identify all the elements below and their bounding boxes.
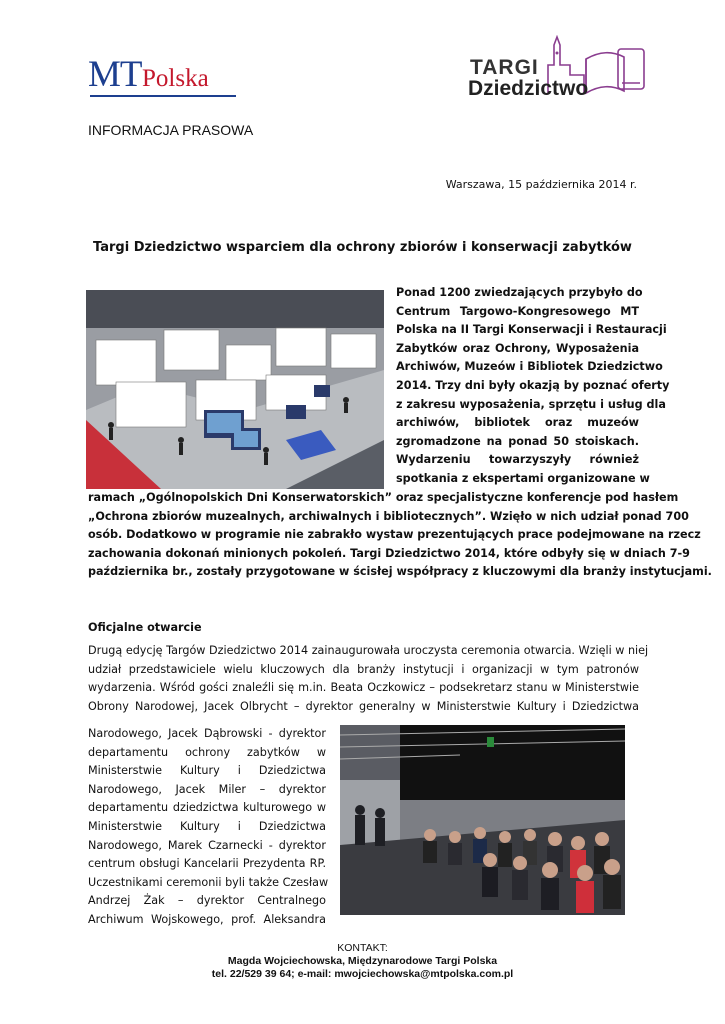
body-line: udział przedstawiciele wielu kluczowych dla branży instytucji i organizacji w tym patronów: [88, 662, 639, 676]
footer-contact-details: tel. 22/529 39 64; e-mail: mwojciechowska@mtpolska.com.pl: [211, 968, 514, 980]
mt-logo-underline: [90, 95, 236, 97]
mt-logo-suffix: Polska: [142, 65, 209, 92]
body-line: centrum obsługi Kancelarii Prezydenta RP.: [88, 857, 326, 871]
lead-line: zgromadzone na ponad 50 stoiskach.: [396, 434, 639, 448]
body-line: Ministerstwie Kultury i Dziedzictwa: [88, 764, 326, 778]
headline: Targi Dziedzictwo wsparciem dla ochrony zbiorów i konserwacji zabytków: [93, 240, 632, 255]
lead-line: ramach „Ogólnopolskich Dni Konserwatorskich” oraz specjalistyczne konferencje pod hasłem: [88, 491, 679, 504]
lead-line: „Ochrona zbiorów muzealnych, archiwalnych i bibliotecznych”. Wzięło w nich udział ponad 700: [88, 509, 689, 523]
body-line: Ministerstwie Kultury i Dziedzictwa: [88, 819, 326, 833]
lead-line: spotkania z ekspertami organizowane w: [396, 471, 650, 485]
document-type: INFORMACJA PRASOWA: [88, 122, 254, 138]
body-line: Drugą edycję Targów Dziedzictwo 2014 zainaugurowała uroczysta ceremonia otwarcia. Wzięli w niej: [88, 644, 649, 657]
lead-line: Wydarzeniu towarzyszyły również: [396, 453, 639, 467]
body-paragraph-full: [88, 642, 649, 716]
body-line: Archiwum Wojskowego, prof. Aleksandra: [88, 912, 326, 926]
lead-line: Ponad 1200 zwiedzających przybyło do: [396, 286, 643, 299]
body-line: wydarzenia. Wśród gości znaleźli się m.in. Beata Oczkowicz – podsekretarz stanu w Ministerstwie: [88, 681, 639, 695]
body-line: Narodowego, Marek Czarnecki - dyrektor: [88, 838, 326, 852]
lead-line: października br., zostały przygotowane w ścisłej współpracy z kluczowymi dla branży instytucjami.: [88, 565, 712, 579]
lead-line: 2014. Trzy dni były okazją by poznać oferty: [396, 378, 670, 392]
lead-line: Zabytków oraz Ochrony, Wyposażenia: [396, 341, 639, 355]
opening-ceremony-audience-photo: [340, 725, 625, 915]
contact-footer: [0, 942, 725, 981]
lead-line: Centrum Targowo-Kongresowego MT: [396, 304, 639, 318]
footer-label: KONTAKT:: [337, 942, 388, 954]
lead-paragraph-full: [88, 489, 712, 582]
body-line: Narodowego, Jacek Miler – dyrektor: [88, 782, 326, 796]
lead-line: osób. Dodatkowo w programie nie zabrakło wystaw prezentujących prace podejmowane na rzecz: [88, 528, 701, 542]
exhibition-hall-photo: [86, 290, 384, 489]
body-line: Narodowego, Jacek Dąbrowski - dyrektor: [88, 727, 326, 740]
mt-logo-main: MT: [88, 54, 142, 95]
footer-contact-name: Magda Wojciechowska, Międzynarodowe Targi Polska: [227, 955, 498, 967]
lead-line: Polska na II Targi Konserwacji i Restauracji: [396, 323, 667, 337]
targi-logo-line2: Dziedzictwo: [468, 77, 589, 100]
body-line: Andrzej Żak – dyrektor Centralnego: [88, 894, 326, 908]
lead-line: zachowania dokonań minionych pokoleń. Targi Dziedzictwo 2014, które odbyły się w dniach 7-9: [88, 546, 690, 560]
body-line: Obrony Narodowej, Jacek Olbrycht – dyrektor generalny w Ministerstwie Kultury i Dziedzictwa: [88, 699, 639, 713]
body-line: departamentu ochrony zabytków w: [88, 745, 326, 759]
lead-line: z zakresu wyposażenia, sprzętu i usług dla: [396, 397, 666, 411]
lead-paragraph-right: [396, 284, 670, 489]
section-title: Oficjalne otwarcie: [88, 621, 202, 634]
body-paragraph-left: [88, 725, 329, 930]
targi-logo-line1: TARGI: [470, 56, 539, 79]
mt-polska-logo: [88, 55, 238, 100]
body-line: Uczestnikami ceremonii byli także Czesław: [88, 875, 329, 889]
document-date: Warszawa, 15 października 2014 r.: [445, 178, 637, 191]
body-line: departamentu dziedzictwa kulturowego w: [88, 801, 326, 815]
targi-dziedzictwo-logo: [468, 35, 648, 103]
lead-line: Archiwów, Muzeów i Bibliotek Dziedzictwo: [396, 360, 663, 374]
lead-line: archiwów, bibliotek oraz muzeów: [396, 416, 639, 430]
